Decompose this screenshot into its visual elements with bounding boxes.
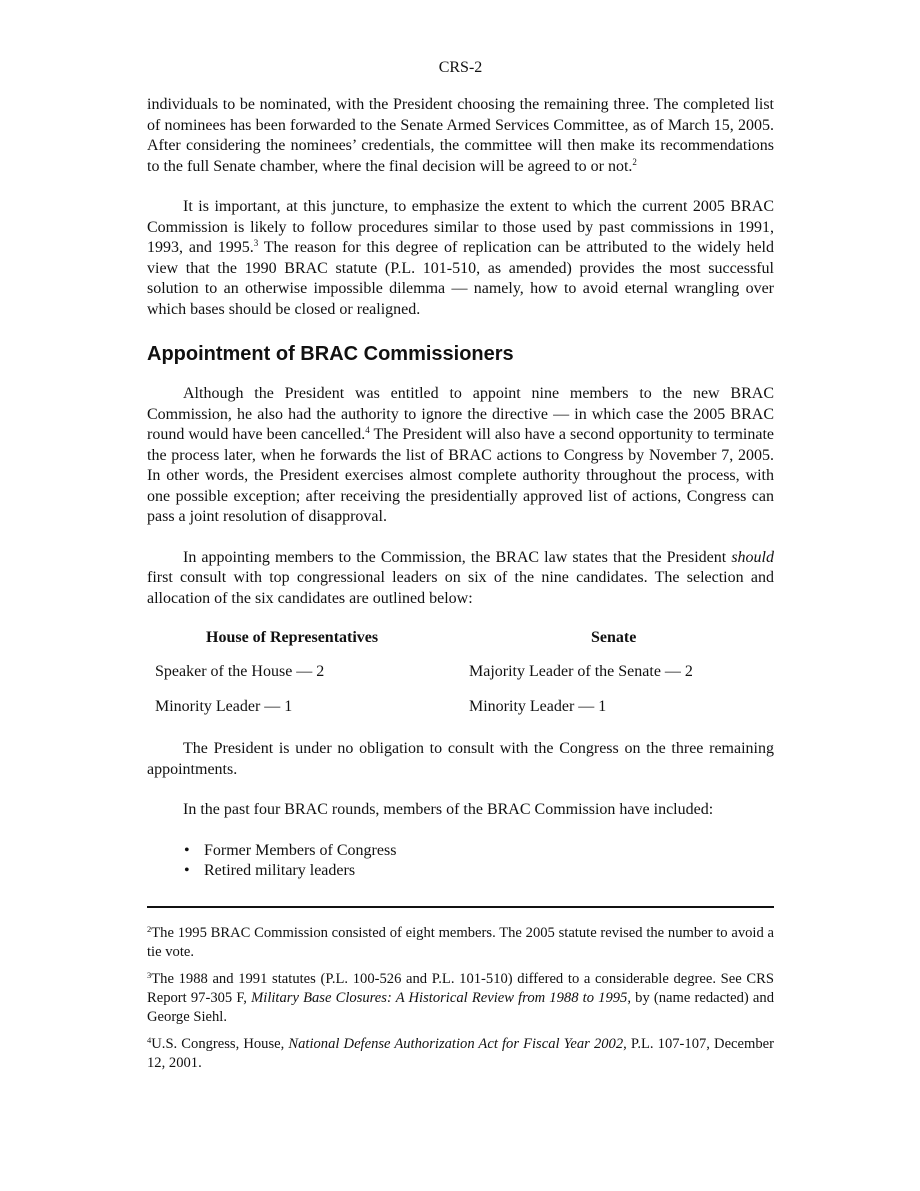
table-header-house: House of Representatives [206, 629, 379, 646]
table-cell-house-speaker: Speaker of the House — 2 [155, 663, 325, 680]
list-item: • Retired military leaders [147, 861, 774, 882]
section-heading: Appointment of BRAC Commissioners [147, 343, 514, 365]
document-page [147, 0, 774, 1073]
paragraph-nominees: individuals to be nominated, with the President choosing the remaining three. The completed list of nominees has been forwarded to the Senate Armed Services Committee, as of March 15, 2005. After considering the nominees’ credentials, the committee will then make its recommendations to the full Senate chamber, where the final decision will be agreed to or not.$^2$ [147, 96, 774, 175]
paragraph-procedures: It is important, at this juncture, to emphasize the extent to which the current 2005 BRAC Commission is likely to follow procedures similar to those used by past commissions in 1991, 1993, and 1995.$^3$ The reason for this degree of replication can be attributed to the widely held view that the 1990 BRAC statute (P.L. 101-510, as amended) provides the most successful solution to an otherwise impossible dilemma — namely, how to avoid eternal wrangling over which bases should be closed or realigned. [147, 198, 774, 318]
table-cell-house-minority: Minority Leader — 1 [155, 698, 293, 715]
footnote-ref-2[interactable]: 2 [632, 156, 637, 167]
paragraph-no-obligation: The President is under no obligation to consult with the Congress on the three remaining appointments. [147, 740, 774, 778]
footnote-3: $^3$The 1988 and 1991 statutes (P.L. 100-526 and P.L. 101-510) differed to a considerable degree. See CRS Report 97-305 F, Military Base Closures: A Historical Review from 1988 to 1995, by (name redacted) and George Siehl. [147, 969, 774, 1025]
paragraph-appointment-authority: Although the President was entitled to appoint nine members to the new BRAC Commission, he also had the authority to ignore the directive — in which case the 2005 BRAC round would have been cancelled.$^4$ The President will also have a second opportunity to terminate the process later, when he forwards the list of BRAC actions to Congress by November 7, 2005. In other words, the President exercises almost complete authority throughout the process, with one possible exception; after receiving the presidentially approved list of actions, Congress can pass a joint resolution of disapproval. [147, 385, 774, 525]
allocation-table [147, 629, 774, 739]
page-header: CRS-2 [438, 59, 483, 76]
member-list [147, 841, 774, 882]
footnote-2: $^2$The 1995 BRAC Commission consisted of eight members. The 2005 statute revised the number to avoid a tie vote. [147, 923, 774, 960]
paragraph-consultation: In appointing members to the Commission, the BRAC law states that the President should first consult with top congressional leaders on six of the nine candidates. The selection and allocation of the six candidates are outlined below: [147, 548, 774, 607]
footnote-4: $^4$U.S. Congress, House, National Defense Authorization Act for Fiscal Year 2002, P.L. 107-107, December 12, 2001. [147, 1034, 774, 1071]
bullet-icon: • [184, 841, 190, 859]
footnote-ref-3[interactable]: 3 [253, 238, 259, 248]
bullet-icon: • [184, 862, 190, 879]
table-cell-senate-majority: Majority Leader of the Senate — 2 [469, 663, 693, 680]
footnote-ref-4[interactable]: 4 [365, 425, 370, 435]
table-header-senate: Senate [591, 629, 637, 646]
table-cell-senate-minority: Minority Leader — 1 [469, 698, 607, 715]
list-item: • Former Members of Congress [147, 841, 774, 862]
paragraph-past-members: In the past four BRAC rounds, members of the BRAC Commission have included: [183, 801, 714, 818]
